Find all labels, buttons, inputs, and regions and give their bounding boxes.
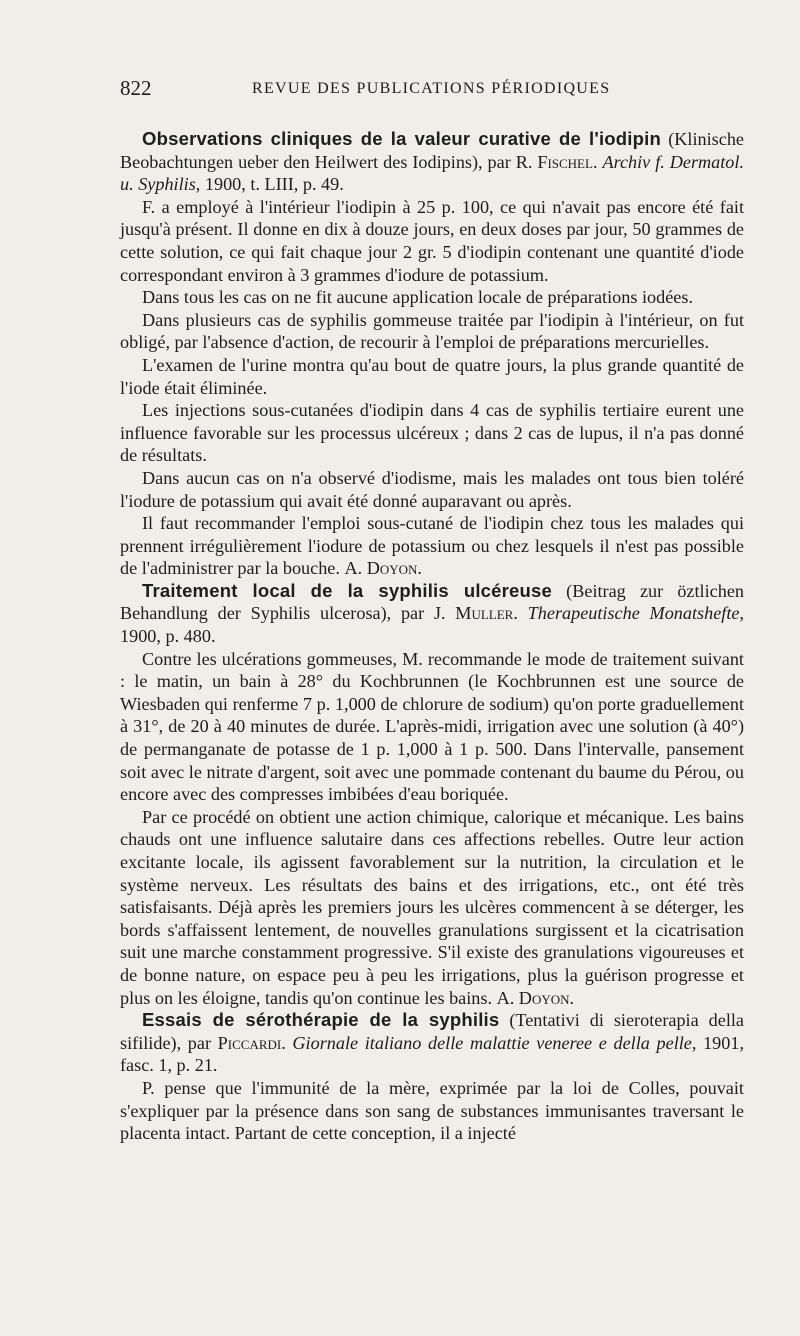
paragraph (120, 512, 744, 580)
paragraph-text: Par ce procédé on obtient une action chimique, calorique et mécanique. Les bains chauds ont une influence salutaire dans ces affections rebelles. Outre leur action excitante locale, ils agissent favorablement sur la nutrition, la circulation et le système nerveux. Les résultats des bains et des irrigations, etc., ont été très satisfaisants. Déjà après les premiers jours les ulcères commencent à se déterger, les bords s'affaissent lentement, de nouvelles granulations surgissent et la cicatrisation suit une marche constamment progressive. S'il existe des granulations vigoureuses et de bonne nature, on espace peu à peu les irrigations, plus la guérison progresse et plus on les éloigne, tandis qu'on continue les bains. (120, 806, 744, 1008)
article-reference: (Beitrag zur öztlichen Behandlung der Syphilis ulcerosa), par J. (120, 580, 744, 624)
reference-details: , 1901, fasc. 1, p. 21. (120, 1032, 744, 1076)
reference-separator: . (281, 1032, 293, 1053)
paragraph-text: Il faut recommander l'emploi sous-cutané de l'iodipin chez tous les malades qui prennent irrégulièrement l'iodure de potassium ou chez lesquels il n'est pas possible de l'administrer par la bouche. (120, 513, 744, 579)
paragraph: Contre les ulcérations gommeuses, M. recommande le mode de traitement suivant : le matin, un bain à 28° du Kochbrunnen (le Kochbrunnen est une source de Wiesbaden qui renferme 7 p. 1,000 de chlorure de sodium) qu'on porte graduellement à 31°, de 20 à 40 minutes de durée. L'après-midi, irrigation avec une solution (à 40°) de permanganate de potasse de 1 p. 1,000 à 1 p. 500. Dans l'intervalle, pansement soit avec le nitrate d'argent, soit avec une pommade contenant du baume du Pérou, ou encore avec des compresses imbibées d'eau boriquée. (120, 648, 744, 805)
paragraph: P. pense que l'immunité de la mère, exprimée par la loi de Colles, pouvait s'expliquer par la présence dans son sang de substances immunisantes traversant le placenta intact. Partant de cette conception, il a injecté (120, 1077, 744, 1144)
paragraph: L'examen de l'urine montra qu'au bout de quatre jours, la plus grande quantité de l'iode était éliminée. (120, 354, 744, 398)
signature: A. Doyon. (344, 558, 422, 579)
article-heading (120, 580, 744, 648)
page-number: 822 (120, 76, 152, 100)
paragraph: Dans aucun cas on n'a observé d'iodisme, mais les malades ont tous bien toléré l'iodure de potassium qui avait été donné auparavant ou après. (120, 467, 744, 511)
article-author: Muller (455, 603, 514, 624)
journal-title: Archiv f. Dermatol. u. Syphilis (120, 151, 745, 195)
page-header (120, 76, 740, 102)
article-title: Essais de sérothérapie de la syphilis (142, 1009, 500, 1031)
journal-title: Therapeutische Monatshefte (527, 603, 740, 624)
reference-separator: . (592, 151, 603, 172)
reference-details: , 1900, t. LIII, p. 49. (195, 174, 344, 195)
reference-details: , 1900, p. 480. (120, 603, 744, 647)
signature: A. Doyon. (496, 987, 575, 1008)
article-author: Fischel (537, 151, 593, 172)
article-author: Piccardi (217, 1032, 282, 1053)
article-reference: (Klinische Beobachtungen ueber den Heilwert des Iodipins), par R. (120, 129, 744, 172)
running-title: REVUE DES PUBLICATIONS PÉRIODIQUES (252, 80, 611, 97)
article-title: Traitement local de la syphilis ulcéreuse (142, 579, 553, 601)
paragraph: Dans tous les cas on ne fit aucune application locale de préparations iodées. (142, 287, 693, 308)
journal-title: Giornale italiano delle malattie veneree e della pelle (292, 1032, 692, 1053)
paragraph: F. a employé à l'intérieur l'iodipin à 25 p. 100, ce qui n'avait pas encore été fait jusqu'à présent. Il donne en dix à douze jours, en deux doses par jour, 50 grammes de cette solution, ce qui fait chaque jour 2 gr. 5 d'iodipin contenant une quantité d'iode correspondant environ à 3 grammes d'iodure de potassium. (120, 196, 744, 285)
article-reference: (Tentativi di sieroterapia della sifilide), par (120, 1010, 744, 1053)
article-heading (120, 1009, 744, 1077)
reference-separator: . (513, 603, 528, 624)
paragraph: Les injections sous-cutanées d'iodipin dans 4 cas de syphilis tertiaire eurent une influence favorable sur les processus ulcéreux ; dans 2 cas de lupus, il n'a pas donné de résultats. (120, 400, 744, 466)
paragraph: Dans plusieurs cas de syphilis gommeuse traitée par l'iodipin à l'intérieur, on fut obligé, par l'absence d'action, de recourir à l'emploi de préparations mercurielles. (120, 309, 744, 353)
article-title: Observations cliniques de la valeur curative de l'iodipin (142, 128, 661, 149)
article-body (120, 128, 744, 1145)
paragraph (120, 806, 744, 1009)
article-heading (120, 128, 744, 196)
